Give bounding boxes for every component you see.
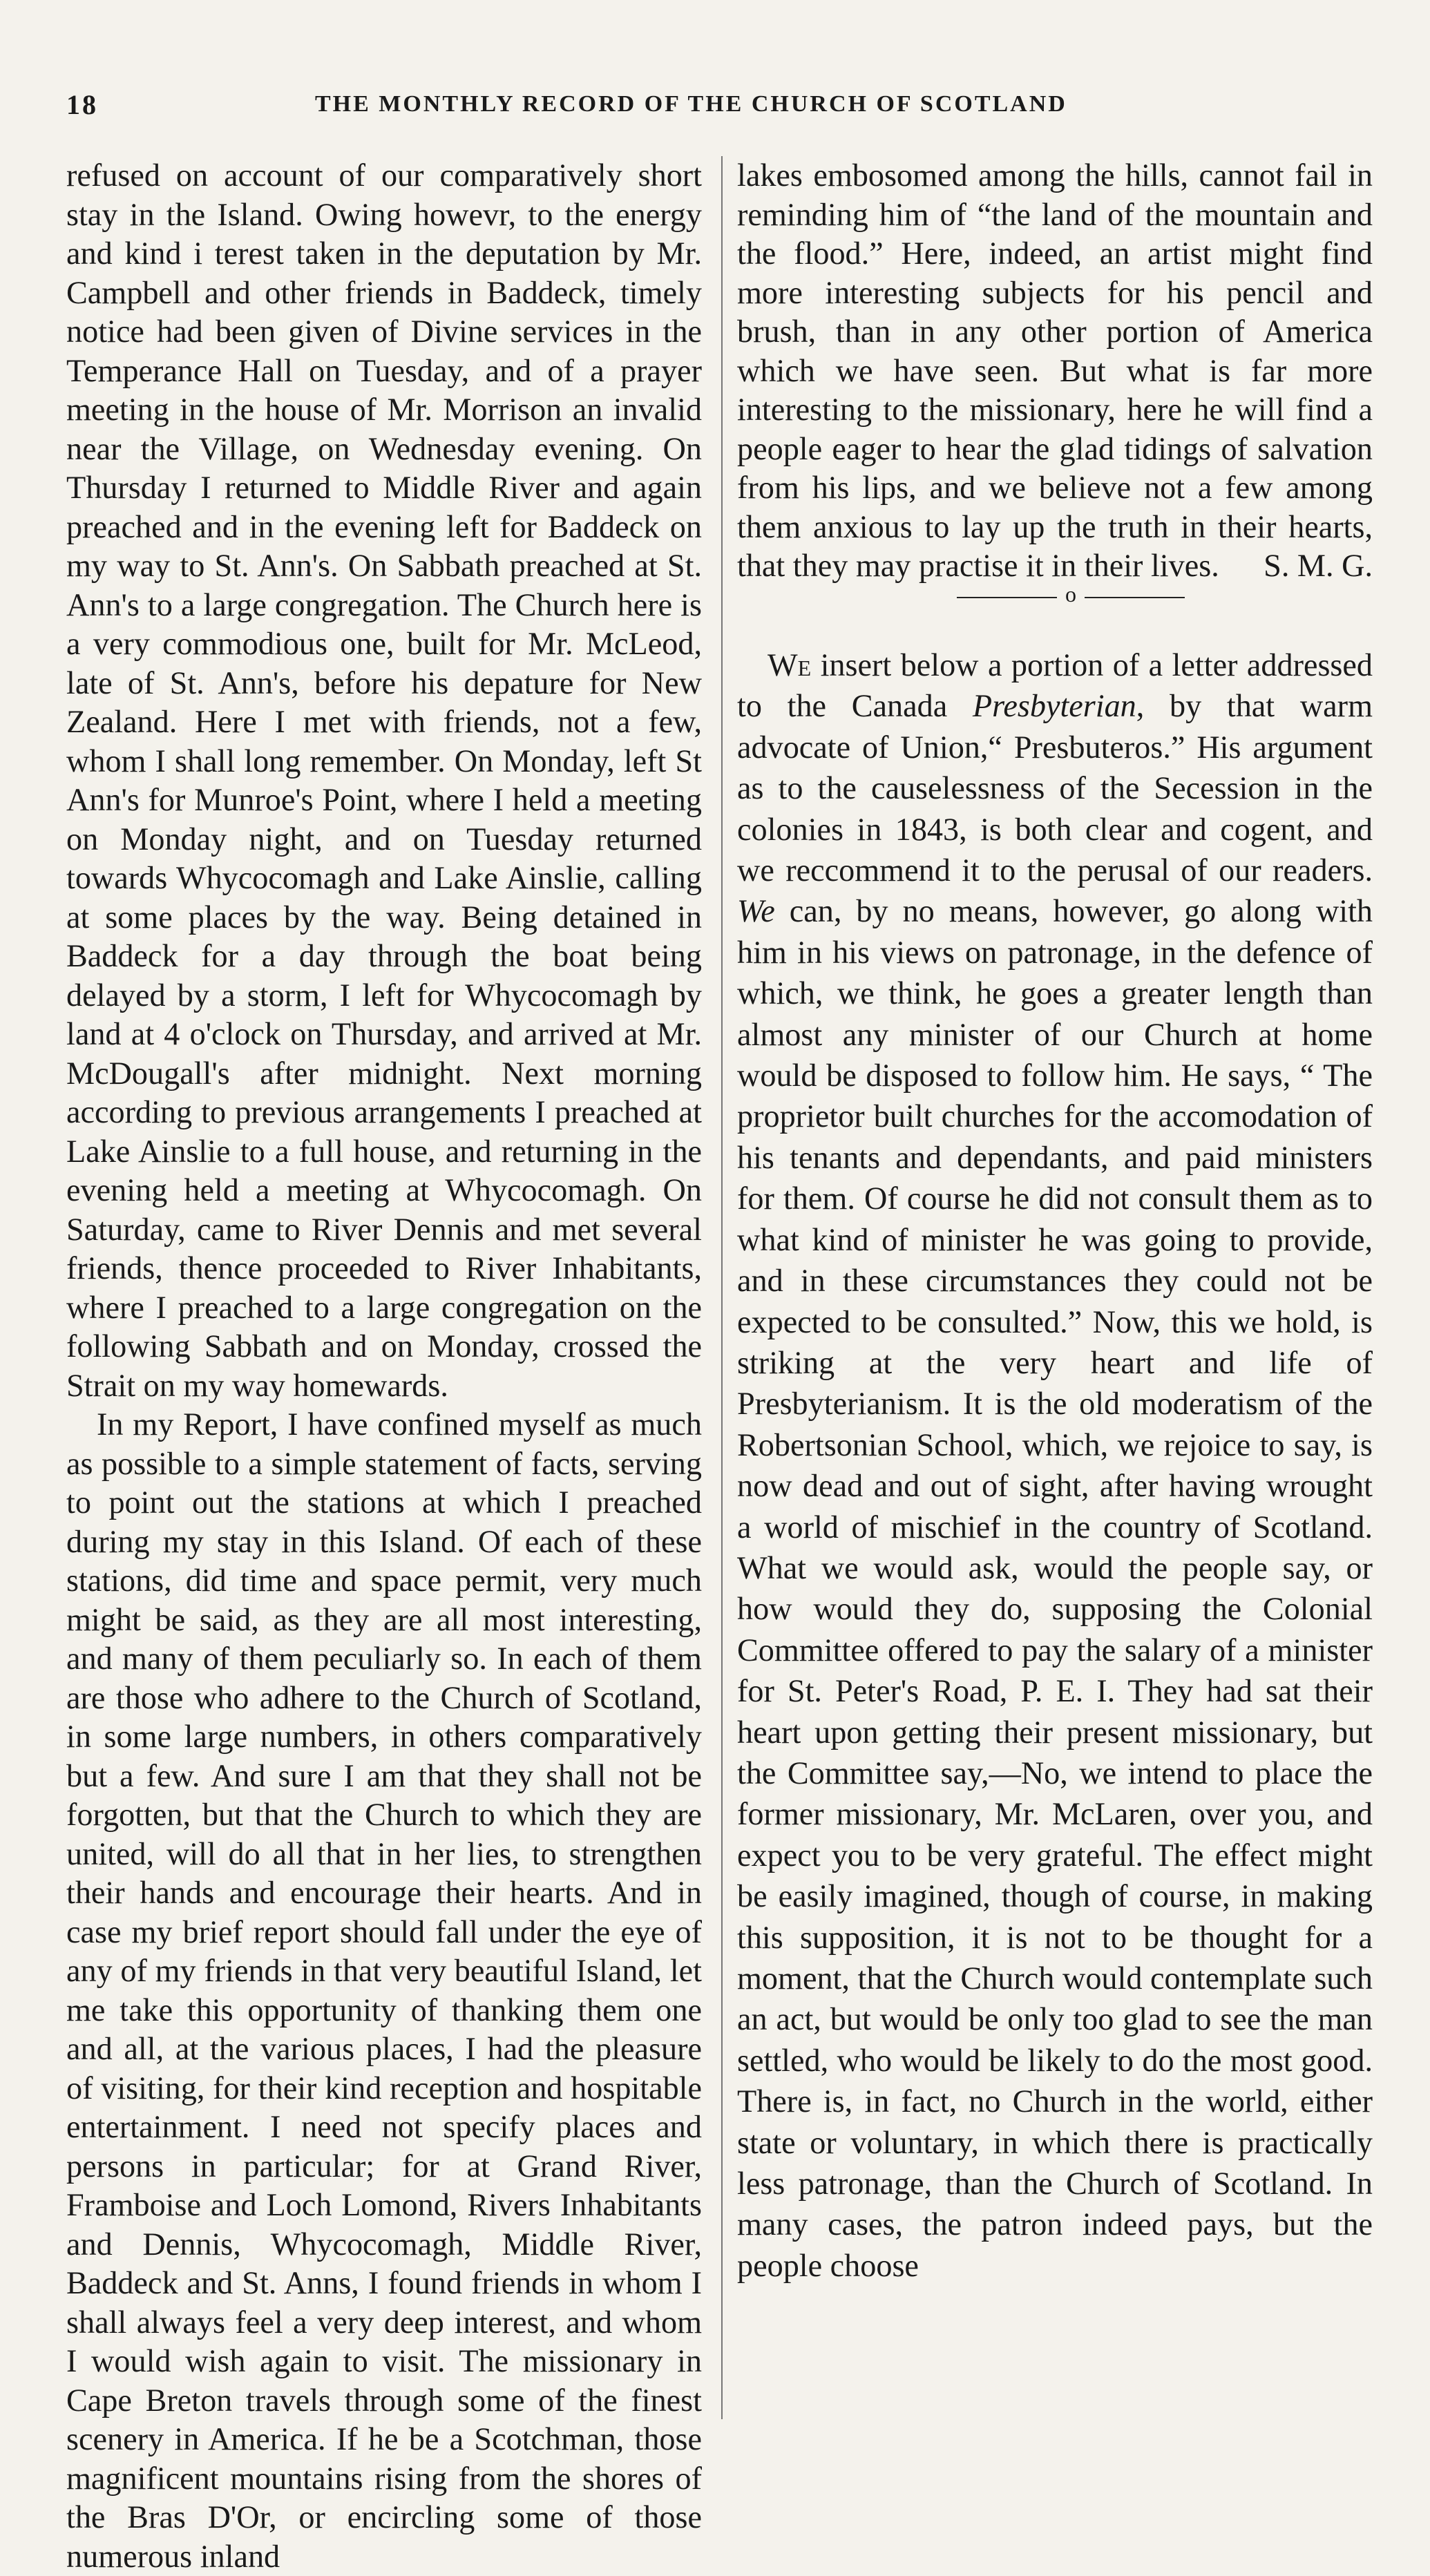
article-text-a: insert below a portion of a letter addressed to the Canada (737, 647, 1373, 724)
article-text-c: can, by no means, however, go along with him in his views on patronage, in the defence of which, we think, he goes a greater length than almost any minister of our Church at home would be disposed to follow him. He says, “ The proprietor built churches for the accomodation of his tenants and dependants, and paid ministers for them. Of course he did not consult them as to what kind of minister he was going to provide, and in these circumstances they could not be expected to be consulted.” Now, this we hold, is striking at the very heart and life of Presbyterianism. It is the old moderatism of the Robertsonian School, which, we rejoice to say, is now dead and out of sight, after having wrought a world of mischief in the country of Scotland. What we would ask, would the people say, or how would they do, supposing the Colonial Committee offered to pay the salary of a minister for St. Peter's Road, P. E. I. They had sat their heart upon getting their present missionary, but the Committee say,—No, we intend to place the former missionary, Mr. McLaren, over you, and expect you to be very grateful. The effect might be easily imagined, though of course, in making this supposition, it is not to be thought for a moment, that the Church would contemplate such an act, but would be only too glad to see the man settled, who would be likely to do the most good. There is, in fact, no Church in the world, either state or voluntary, in which there is practically less patronage, than the Church of Scotland. In many cases, the patron indeed pays, but the people choose (737, 893, 1373, 2283)
separator-rule-right (1085, 597, 1185, 598)
left-paragraph-1: refused on account of our comparatively short stay in the Island. Owing howevr, to the energy and kind i terest taken in the deputation by Mr. Campbell and other friends in Baddeck, timely notice had been given of Divine services in the Temperance Hall on Tuesday, and of a prayer meeting in the house of Mr. Morrison an invalid near the Village, on Wednesday evening. On Thursday I returned to Middle River and again preached and in the evening left for Baddeck on my way to St. Ann's. On Sabbath preached at St. Ann's to a large congregation. The Church here is a very commodious one, built for Mr. McLeod, late of St. Ann's, before his depature for New Zealand. Here I met with friends, not a few, whom I shall long remember. On Monday, left St Ann's for Munroe's Point, where I held a meeting on Monday night, and on Tuesday returned towards Whycocomagh and Lake Ainslie, calling at some places by the way. Being detained in Baddeck for a day through the boat being delayed by a storm, I left for Whycocomagh by land at 4 o'clock on Thursday, and arrived at Mr. McDougall's after midnight. Next morning according to previous arrangements I preached at Lake Ainslie to a full house, and returning in the evening held a meeting at Whycocomagh. On Saturday, came to River Dennis and met several friends, thence proceeded to River Inhabitants, where I preached to a large congregation on the following Sabbath and on Monday, crossed the Strait on my way homewards. (66, 158, 702, 1403)
running-header (66, 88, 1365, 130)
page-number: 18 (66, 89, 98, 120)
right-paragraph-1 (737, 156, 1373, 586)
article-lead-word: We (768, 647, 812, 683)
author-signature: S. M. G. (1264, 548, 1373, 583)
separator-rule-left (957, 597, 1057, 598)
article-emphasis-we: We (737, 893, 775, 929)
section-separator (957, 582, 1185, 608)
column-rule (721, 156, 723, 2419)
article-text-b: , by that warm advocate of Union,“ Presbuteros.” His argument as to the causelessness of the Secession in the colonies in 1843, is both clear and cogent, and we reccommend it to the perusal of our readers. (737, 688, 1373, 888)
right-column-top (737, 156, 1373, 586)
right-paragraph-2 (737, 645, 1373, 2286)
right-paragraph-1-text: lakes embosomed among the hills, cannot fail in reminding him of “the land of the mountain and the flood.” Here, indeed, an artist might find more interesting subjects for his pencil and brush, than in any other portion of America which we have seen. But what is far more interesting to the missionary, here he will find a people eager to hear the glad tidings of salvation from his lips, and we believe not a few among them anxious to lay up the truth in their hearts, that they may practise it in their lives. (737, 158, 1373, 583)
journal-title: THE MONTHLY RECORD OF THE CHURCH OF SCOTLAND (315, 91, 1067, 117)
newspaper-name: Presbyterian (972, 688, 1136, 724)
left-column (66, 156, 702, 2576)
right-column-article (737, 645, 1373, 2286)
left-paragraph-2: In my Report, I have confined myself as much as possible to a simple statement of facts, serving to point out the stations at which I preached during my stay in this Island. Of each of these stations, did time and space permit, very much might be said, as they are all most interesting, and many of them peculiarly so. In each of them are those who adhere to the Church of Scotland, in some large numbers, in others comparatively but a few. And sure I am that they shall not be forgotten, but that the Church to which they are united, will do all that in her lies, to strengthen their hands and encourage their hearts. And in case my brief report should fall under the eye of any of my friends in that very beautiful Island, let me take this opportunity of thanking them one and all, at the various places, I had the pleasure of visiting, for their kind reception and hospitable entertainment. I need not specify places and persons in particular; for at Grand River, Framboise and Loch Lomond, Rivers Inhabitants and Dennis, Whycocomagh, Middle River, Baddeck and St. Anns, I found friends in whom I shall always feel a very deep interest, and whom I would wish again to visit. The missionary in Cape Breton travels through some of the finest scenery in America. If he be a Scotchman, those magnificent mountains rising from the shores of the Bras D'Or, or encircling some of those numerous inland (66, 1406, 702, 2574)
separator-mark: o (1065, 582, 1076, 607)
